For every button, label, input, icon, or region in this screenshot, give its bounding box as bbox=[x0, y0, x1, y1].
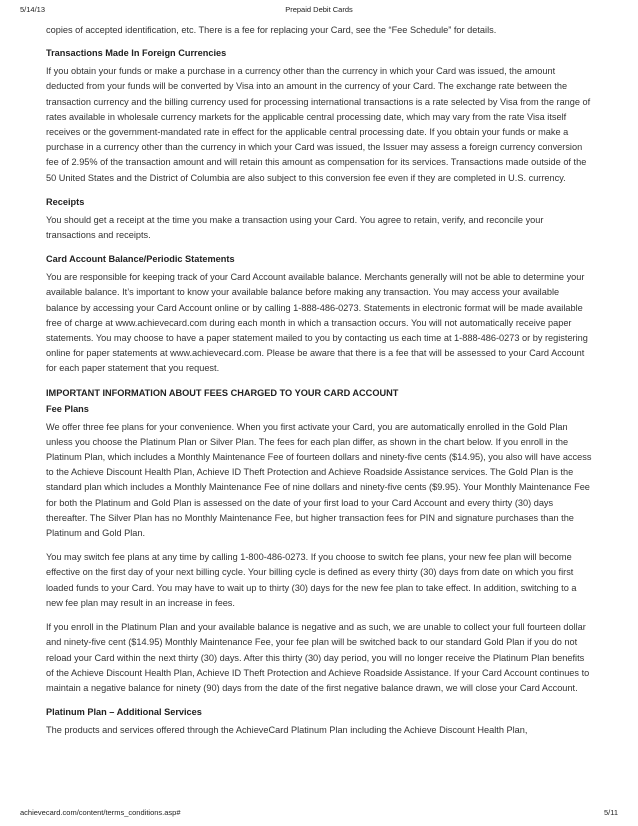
fee-plans-paragraph-1: We offer three fee plans for your convenience. When you first activate your Card, you are automatically enrolled in the Gold Plan unless you choose the Platinum Plan or Silver Plan. The fees for each plan differ, as shown in the chart below. If you enroll in the Platinum Plan, which includes a Monthly Maintenance Fee of fourteen dollars and ninety-five cents ($14.95), you also will have access to the Achieve Discount Health Plan, Achieve ID Theft Protection and Achieve Roadside Assistance services. The Gold Plan is the standard plan which includes a Monthly Maintenance Fee of nine dollars and ninety-five cents ($9.95). Your Monthly Maintenance Fee for both the Platinum and Gold Plan is assessed on the date of your first load to your Card Account and every thirty (30) days thereafter. The Silver Plan has no Monthly Maintenance Fee, but higher transaction fees for PIN and signature purchases than the Platinum and Gold Plan. bbox=[46, 421, 592, 539]
foreign-currency-heading: Transactions Made In Foreign Currencies bbox=[46, 48, 227, 59]
intro-fragment: copies of accepted identification, etc. There is a fee for replacing your Card, see the “Fee Schedule” for details. bbox=[46, 25, 497, 35]
receipts-body: You should get a receipt at the time you make a transaction using your Card. You agree to retain, verify, and reconcile your transactions and receipts. bbox=[46, 214, 544, 241]
fee-plans-paragraph-3: If you enroll in the Platinum Plan and your available balance is negative and as such, we are unable to collect your full fourteen dollar and ninety-five cent ($14.95) Monthly Maintenance Fee, your fee plan will be switched back to our standard Gold Plan if you do not reload your Card within the next thirty (30) days. After this thirty (30) day period, you will no longer receive the Platinum Plan benefits of the Achieve Discount Health Plan, Achieve ID Theft Protection and Achieve Roadside Assistance. If your Card Account continues to maintain a negative balance for ninety (90) days from the date of the first negative balance drawn, we will close your Card Account. bbox=[46, 622, 590, 693]
fees-important-heading: IMPORTANT INFORMATION ABOUT FEES CHARGED TO YOUR CARD ACCOUNT bbox=[46, 387, 399, 398]
balance-body: You are responsible for keeping track of your Card Account available balance. Merchants generally will not be able to determine your available balance. It’s important to know your available balance before making any transaction. You may access your available balance by accessing your Card Account online or by calling 1-888-486-0273. Statements in electronic format will be made available free of charge at www.achievecard.com during each month in which a transaction occurs. You will not automatically receive paper statements. You may choose to have a paper statement mailed to you by contacting us each time at 1-888-486-0273 or by registering online for paper statements at www.achievecard.com. Please be aware that there is a fee that will be assessed to your Card Account for each paper statement that you request. bbox=[46, 272, 588, 374]
print-footer bbox=[20, 808, 618, 820]
balance-heading: Card Account Balance/Periodic Statements bbox=[46, 254, 235, 265]
print-header bbox=[20, 5, 618, 17]
fee-plans-paragraph-2: You may switch fee plans at any time by calling 1-800-486-0273. If you choose to switch fee plans, your new fee plan will become effective on the first day of your next billing cycle. Your billing cycle is defined as every thirty (30) days from date on which you first loaded funds to your Card. You may have to wait up to thirty (30) days for the new fee plan to take effect. In addition, switching to a new fee plan may result in an increase in fees. bbox=[46, 552, 577, 608]
fee-plans-heading: Fee Plans bbox=[46, 403, 89, 414]
platinum-heading: Platinum Plan – Additional Services bbox=[46, 707, 202, 718]
print-page-title: Prepaid Debit Cards bbox=[285, 5, 353, 14]
print-date: 5/14/13 bbox=[20, 5, 46, 14]
print-page-number: 5/11 bbox=[603, 808, 618, 817]
terms-content bbox=[46, 23, 592, 747]
foreign-currency-body: If you obtain your funds or make a purchase in a currency other than the currency in which your Card was issued, the amount deducted from your funds will be converted by Visa into an amount in the currency of your Card. The exchange rate between the transaction currency and the billing currency used for processing international transactions is a rate selected by Visa from the range of rates available in wholesale currency markets for the applicable central processing date, which may vary from the rate Visa itself receives or the government-mandated rate in effect for the applicable central processing date. If you obtain your funds or make a purchase in a currency other than the currency in which your Card was issued, the Issuer may assess a foreign currency conversion fee of 2.95% of the transaction amount and will retain this amount as compensation for its services. Transactions made outside of the 50 United States and the District of Columbia are also subject to this conversion fee even if they are completed in U.S. currency. bbox=[46, 66, 591, 183]
print-url: achievecard.com/content/terms_conditions.asp# bbox=[20, 808, 181, 817]
platinum-body: The products and services offered through the AchieveCard Platinum Plan including the Achieve Discount Health Plan, bbox=[46, 725, 528, 736]
receipts-heading: Receipts bbox=[46, 196, 85, 207]
